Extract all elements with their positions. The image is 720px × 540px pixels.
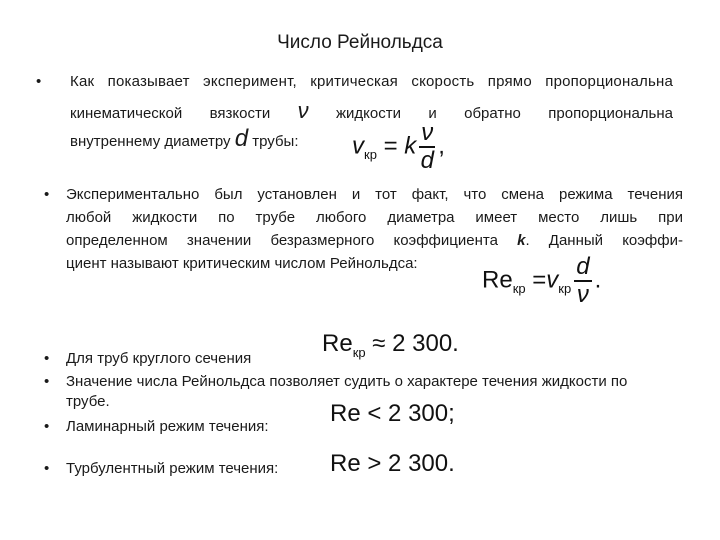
bullet-4-line-1: Значение числа Рейнольдса позволяет судить о характере течения жидкости по (66, 373, 628, 390)
bullet-4: • (44, 373, 50, 390)
f3-val: 2 300. (392, 330, 459, 357)
f3-sub: кр (352, 344, 366, 360)
k-symbol: k (517, 232, 526, 249)
bullet-5: • (44, 418, 50, 435)
p1-text-a: кинематической вязкости (70, 105, 271, 122)
f2-eq: = (532, 266, 547, 294)
p2-text-b: . Данный коэффи- (525, 232, 683, 249)
bullet-4-line-2: трубе. (66, 393, 110, 410)
f2-den: ν (576, 281, 589, 308)
f1-fraction (419, 120, 435, 174)
formula-critical-velocity (352, 120, 445, 174)
f2-v: v (546, 266, 559, 294)
p1-text-c: внутреннему диаметру (70, 133, 231, 150)
paragraph-1-line-1: Как показывает эксперимент, критическая скорость прямо пропорциональна (70, 73, 673, 90)
f2-vsub: кр (558, 281, 572, 297)
d-symbol: d (234, 125, 249, 152)
f1-sub: кр (364, 147, 377, 163)
bullet-6: • (44, 460, 50, 477)
bullet-5-text: Ламинарный режим течения: (66, 418, 269, 435)
page-title: Число Рейнольдса (277, 32, 443, 53)
f5-val: 2 300; (388, 400, 455, 427)
f6-val: 2 300. (388, 450, 455, 477)
f1-v: v (352, 132, 364, 160)
bullet-1: • (36, 73, 42, 90)
bullet-6-text: Турбулентный режим течения: (66, 460, 279, 477)
formula-reynolds-critical (482, 254, 601, 308)
f3-re: Re (322, 330, 353, 357)
f1-num: ν (421, 119, 434, 146)
f1-eq: = (383, 132, 398, 160)
paragraph-2-line-1: Экспериментально был установлен и тот факт, что смена режима течения (66, 186, 683, 203)
f6-rel: > (367, 450, 382, 477)
f5-re: Re (330, 400, 361, 427)
f6-re: Re (330, 450, 361, 477)
f2-sub: кр (512, 281, 526, 297)
p2-text-a: определенном значении безразмерного коэффициента (66, 232, 498, 249)
f1-tail: , (438, 132, 445, 160)
paragraph-2-line-2: любой жидкости по трубе любого диаметра имеет место лишь при (66, 209, 683, 226)
formula-laminar (330, 400, 455, 428)
f2-num: d (576, 253, 590, 280)
p1-text-b: жидкости и обратно пропорциональна (336, 105, 674, 122)
f2-re: Re (482, 266, 513, 294)
paragraph-2-line-3 (66, 229, 683, 252)
p1-text-d: трубы: (252, 133, 299, 150)
bullet-3: • (44, 350, 50, 367)
formula-reynolds-pipe (322, 330, 459, 360)
formula-turbulent (330, 450, 455, 478)
bullet-2: • (44, 186, 50, 203)
f2-fraction (574, 254, 591, 308)
nu-symbol: ν (297, 98, 309, 123)
f1-den: d (420, 147, 434, 174)
f2-tail: . (594, 266, 602, 294)
bullet-3-text: Для труб круглого сечения (66, 350, 252, 367)
f3-rel: ≈ (372, 330, 386, 357)
paragraph-2-line-4: циент называют критическим числом Рейнольдса: (66, 255, 418, 272)
f5-rel: < (367, 400, 382, 427)
f1-k: k (404, 132, 417, 160)
